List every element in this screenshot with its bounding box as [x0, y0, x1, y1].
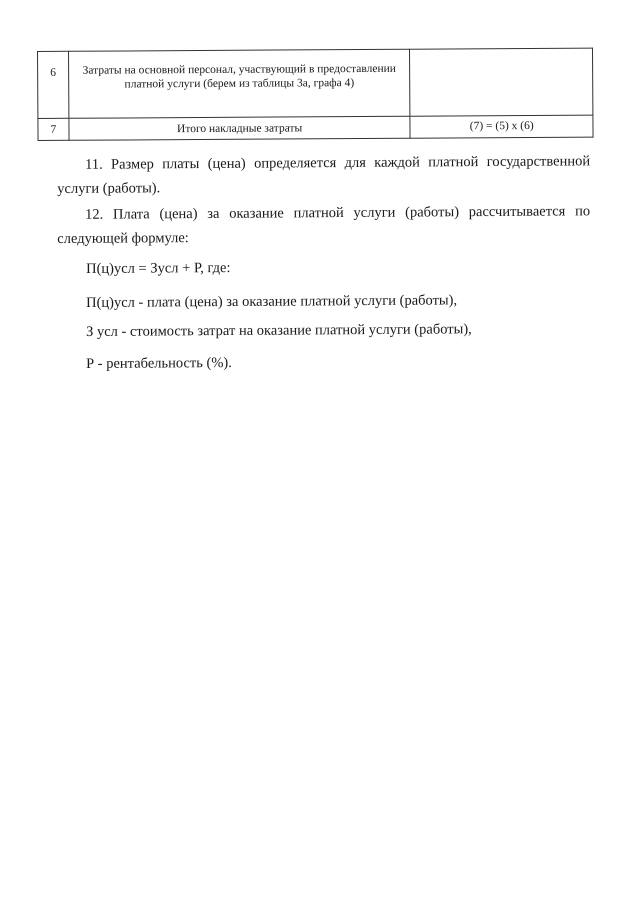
formula-definition-price: П(ц)усл - плата (цена) за оказание платной услуги (работы), — [86, 292, 458, 311]
table-row — [38, 115, 593, 140]
row-description: Затраты на основной персонал, участвующий в предоставлении платной услуги (берем из таблицы 3а, графа 4) — [68, 49, 410, 118]
row-value — [410, 48, 593, 116]
paragraph-11: 11. Размер платы (цена) определяется для каждой платной государственной услуги (работы). — [57, 153, 591, 197]
row-number: 6 — [38, 51, 69, 118]
formula-definition-costs: З усл - стоимость затрат на оказание платной услуги (работы), — [86, 321, 472, 340]
row-number: 7 — [38, 118, 69, 140]
price-formula: П(ц)усл = Зусл + Р, где: — [86, 259, 231, 277]
cost-table — [37, 48, 594, 141]
paragraph-12: 12. Плата (цена) за оказание платной услуги (работы) рассчитывается по следующей формуле: — [57, 203, 591, 247]
table-row — [38, 48, 593, 118]
row-description: Итого накладные затраты — [69, 116, 411, 140]
formula-definition-profitability: Р - рентабельность (%). — [86, 354, 232, 372]
row-value: (7) = (5) x (6) — [410, 115, 593, 138]
